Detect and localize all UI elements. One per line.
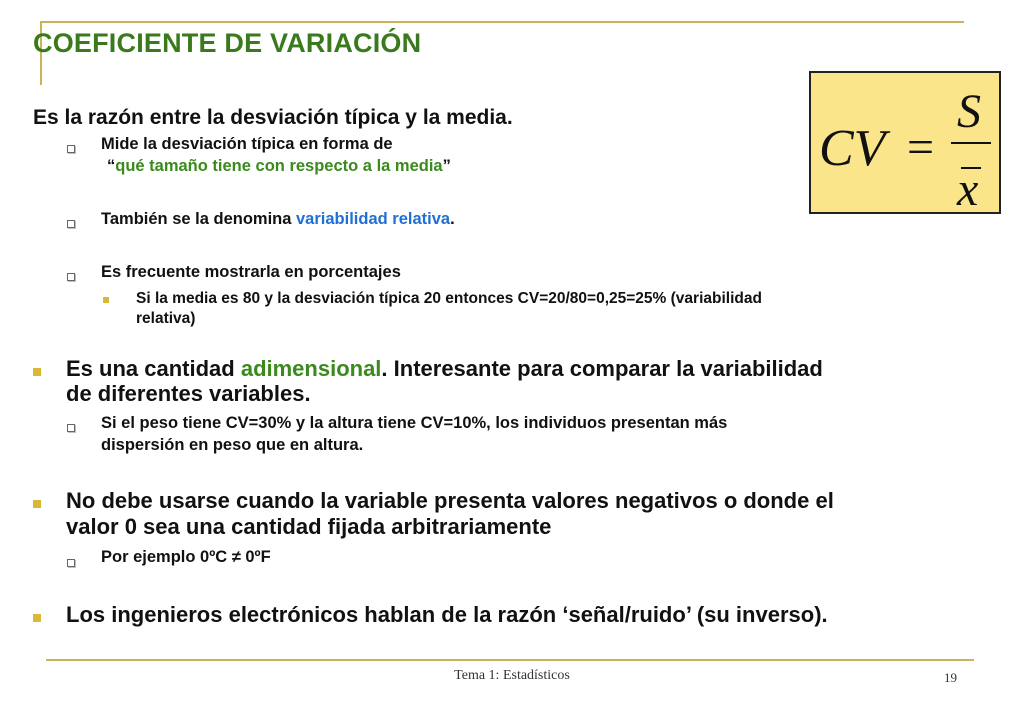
item-4-line2: relativa) <box>136 310 196 327</box>
item-6-line1: Si el peso tiene CV=30% y la altura tiene CV=10%, los individuos presentan más <box>101 414 728 432</box>
hollow-bullet-icon <box>67 424 75 432</box>
hollow-bullet-icon <box>67 220 75 228</box>
square-bullet-icon <box>33 368 41 376</box>
item-7-line2: valor 0 sea una cantidad fijada arbitrariamente <box>66 514 552 539</box>
hollow-bullet-icon <box>67 559 75 567</box>
formula-box <box>809 71 1001 214</box>
lead-text: Es la razón entre la desviación típica y la media. <box>33 106 513 129</box>
square-bullet-icon <box>33 614 41 622</box>
item-6-line2: dispersión en peso que en altura. <box>101 436 364 454</box>
highlight-green: qué tamaño tiene con respecto a la media <box>115 157 443 175</box>
item-2-post: . <box>450 210 455 228</box>
square-bullet-icon <box>103 297 109 303</box>
formula-numerator: S <box>957 85 981 138</box>
square-bullet-icon <box>33 500 41 508</box>
item-5-pre: Es una cantidad <box>66 356 241 381</box>
item-4-line1: Si la media es 80 y la desviación típica 20 entonces CV=20/80=0,25=25% (variabilidad <box>136 290 762 307</box>
hollow-bullet-icon <box>67 145 75 153</box>
item-5-line2: de diferentes variables. <box>66 381 311 406</box>
item-8: Por ejemplo 0ºC ≠ 0ºF <box>101 548 271 566</box>
page-number: 19 <box>944 670 957 685</box>
footer-text: Tema 1: Estadísticos <box>454 668 570 683</box>
item-5-line1 <box>66 356 823 382</box>
formula-equals: = <box>907 121 935 174</box>
item-2 <box>101 210 455 229</box>
close-quote: ” <box>442 157 451 175</box>
open-quote: “ <box>107 157 116 175</box>
title-rule-top <box>40 21 964 23</box>
item-9: Los ingenieros electrónicos hablan de la razón ‘señal/ruido’ (su inverso). <box>66 602 828 627</box>
item-7-line1: No debe usarse cuando la variable presenta valores negativos o donde el <box>66 488 834 513</box>
item-3: Es frecuente mostrarla en porcentajes <box>101 263 401 281</box>
formula-lhs: CV <box>819 120 886 177</box>
cv-formula <box>811 73 999 212</box>
slide-title: COEFICIENTE DE VARIACIÓN <box>33 28 422 58</box>
item-1-line1: Mide la desviación típica en forma de <box>101 135 393 153</box>
item-1-line2 <box>107 157 451 176</box>
highlight-blue: variabilidad relativa <box>296 210 451 228</box>
footer-rule <box>46 659 974 661</box>
highlight-green: adimensional <box>240 356 382 381</box>
formula-denominator: x <box>957 163 979 212</box>
item-2-pre: También se la denomina <box>101 210 296 228</box>
hollow-bullet-icon <box>67 273 75 281</box>
item-5-post: . Interesante para comparar la variabilidad <box>381 356 823 381</box>
